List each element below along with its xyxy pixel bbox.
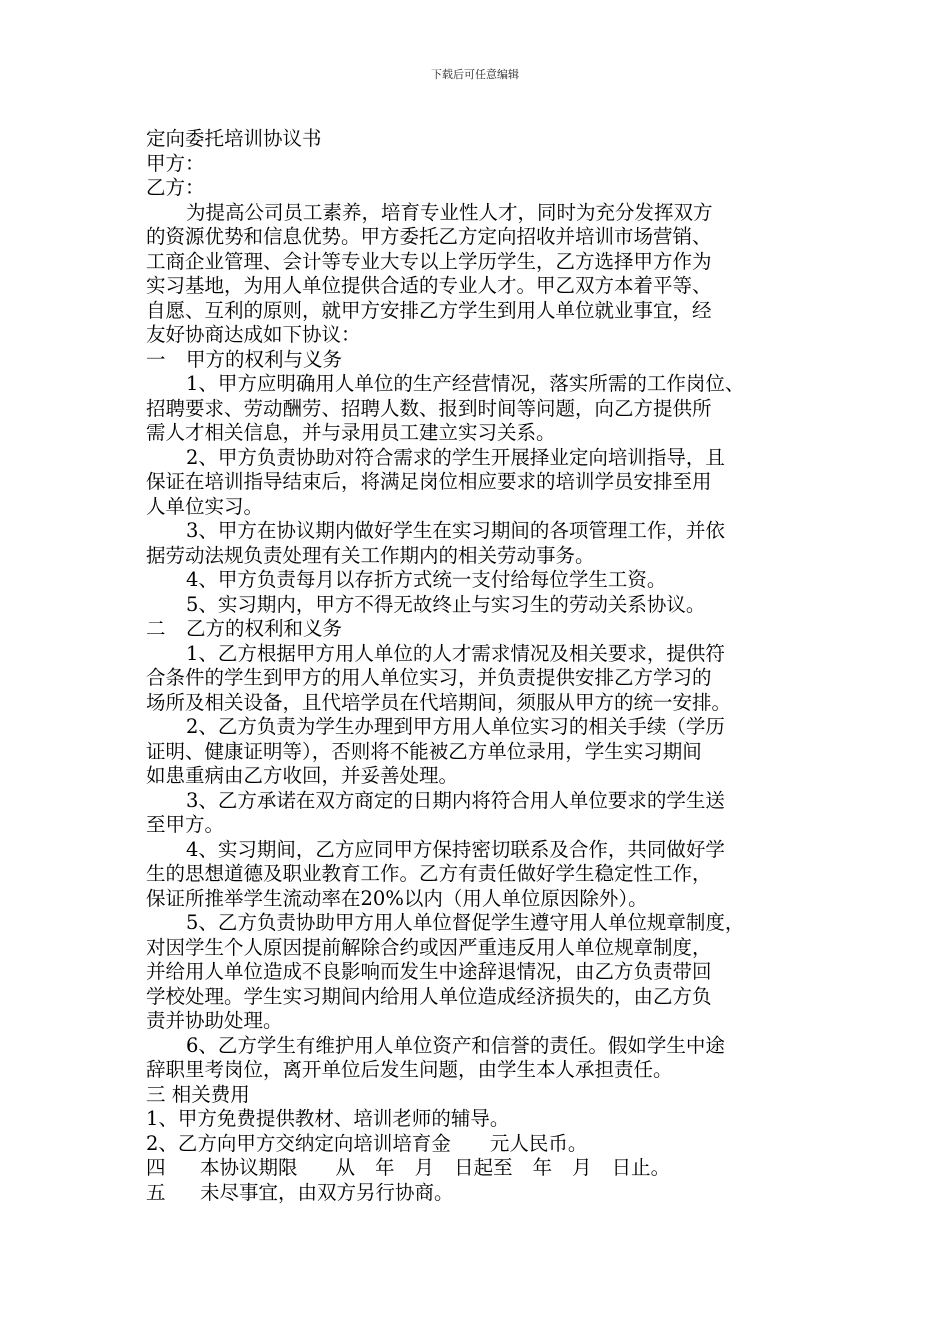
clause-line: 对因学生个人原因提前解除合约或因严重违反用人单位规章制度，	[146, 935, 712, 959]
section2-item	[146, 1034, 822, 1083]
clause-line: 2、乙方负责为学生办理到甲方用人单位实习的相关手续（学历	[186, 715, 725, 738]
section2-item	[146, 715, 822, 789]
clause-line: 至甲方。	[146, 813, 225, 836]
clause-line: 招聘要求、劳动酬劳、招聘人数、报到时间等问题，向乙方提供所	[146, 396, 712, 420]
section2-heading	[146, 617, 822, 642]
term-day-start: 日起至	[454, 1156, 513, 1179]
section4-label: 本协议期限	[200, 1156, 298, 1179]
section1-item	[146, 446, 822, 520]
term-day-end: 日止。	[611, 1156, 671, 1179]
clause-line: 辞职里考岗位，离开单位后发生问题，由学生本人承担责任。	[146, 1058, 673, 1081]
clause-line: 场所及相关设备，且代培学员在代培期间，须服从甲方的统一安排。	[146, 690, 732, 714]
term-month-end: 月	[572, 1156, 592, 1179]
document-body	[146, 127, 822, 1205]
section4-term-line	[146, 1156, 822, 1181]
term-month-start: 月	[414, 1156, 435, 1179]
clause-line: 4、实习期间，乙方应同甲方保持密切联系及合作，共同做好学	[186, 837, 725, 861]
term-year-start: 年	[375, 1156, 395, 1179]
section1-heading	[146, 348, 822, 373]
clause-line: 保证所推举学生流动率在20%以内（用人单位原因除外）。	[146, 886, 648, 910]
intro-line: 工商企业管理、会计等专业大专以上学历学生，乙方选择甲方作为	[146, 249, 712, 273]
section5-text: 未尽事宜，由双方另行协商。	[200, 1180, 454, 1204]
clause-line: 保证在培训指导结束后，将满足岗位相应要求的培训学员安排至用	[146, 470, 712, 493]
clause-line: 2、甲方负责协助对符合需求的学生开展择业定向培训指导，且	[186, 445, 725, 469]
document-title: 定向委托培训协议书	[146, 127, 322, 150]
section5-line	[146, 1181, 822, 1206]
clause-line: 合条件的学生到甲方的用人单位实习，并负责提供安排乙方学习的	[146, 666, 712, 689]
section2-number: 二	[146, 617, 166, 640]
section2-item	[146, 642, 822, 716]
section2-title: 乙方的权利和义务	[186, 617, 343, 640]
section3-item: 2、乙方向甲方交纳定向培训培育金 元人民币。	[146, 1131, 588, 1155]
clause-line: 学校处理。学生实习期间内给用人单位造成经济损失的，由乙方负	[146, 984, 712, 1008]
clause-line: 生的思想道德及职业教育工作。乙方有责任做好学生稳定性工作，	[146, 862, 712, 885]
term-from: 从	[335, 1156, 356, 1179]
clause-line: 5、乙方负责协助甲方用人单位督促学生遵守用人单位规章制度，	[186, 911, 745, 934]
clause-line: 需人才相关信息，并与录用员工建立实习关系。	[146, 421, 556, 444]
section3-item: 1、甲方免费提供教材、培训老师的辅导。	[146, 1107, 510, 1130]
header-note: 下载后可任意编辑	[431, 68, 519, 81]
clause-line: 5、实习期内，甲方不得无故终止与实习生的劳动关系协议。	[186, 592, 706, 616]
section1-item	[146, 519, 822, 568]
clause-line: 并给用人单位造成不良影响而发生中途辞退情况，由乙方负责带回	[146, 960, 712, 983]
section2-item	[146, 789, 822, 838]
clause-line: 人单位实习。	[146, 494, 264, 518]
intro-line: 为提高公司员工素养，培育专业性人才，同时为充分发挥双方	[186, 200, 713, 224]
party-b-label: 乙方：	[146, 176, 205, 199]
section2-item	[146, 838, 822, 912]
section1-item	[146, 593, 822, 618]
intro-paragraph	[146, 201, 822, 348]
clause-line: 6、乙方学生有维护用人单位资产和信誉的责任。假如学生中途	[186, 1033, 725, 1057]
intro-line: 的资源优势和信息优势。甲方委托乙方定向招收并培训市场营销、	[146, 225, 712, 248]
clause-line: 4、甲方负责每月以存折方式统一支付给每位学生工资。	[186, 568, 667, 591]
clause-line: 1、甲方应明确用人单位的生产经营情况，落实所需的工作岗位、	[186, 372, 745, 395]
intro-line: 实习基地，为用人单位提供合适的专业人才。甲乙双方本着平等、	[146, 274, 712, 297]
section1-item	[146, 568, 822, 593]
clause-line: 如患重病由乙方收回，并妥善处理。	[146, 764, 459, 787]
clause-line: 1、乙方根据甲方用人单位的人才需求情况及相关要求，提供符	[186, 641, 725, 665]
clause-line: 3、乙方承诺在双方商定的日期内将符合用人单位要求的学生送	[186, 788, 725, 812]
section1-number: 一	[146, 347, 166, 371]
clause-line: 责并协助处理。	[146, 1009, 283, 1032]
section5-number: 五	[146, 1180, 166, 1204]
section1-title: 甲方的权利与义务	[186, 347, 343, 371]
section4-number: 四	[146, 1156, 166, 1179]
clause-line: 据劳动法规负责处理有关工作期内的相关劳动事务。	[146, 543, 595, 567]
intro-line: 友好协商达成如下协议：	[146, 323, 361, 346]
term-year-end: 年	[532, 1156, 553, 1179]
intro-line: 自愿、互利的原则，就甲方安排乙方学生到用人单位就业事宜，经	[146, 298, 712, 322]
clause-line: 3、甲方在协议期内做好学生在实习期间的各项管理工作，并依	[186, 519, 725, 542]
section1-item	[146, 372, 822, 446]
clause-line: 证明、健康证明等），否则将不能被乙方单位录用，学生实习期间	[146, 739, 702, 763]
section3-heading: 三 相关费用	[146, 1082, 250, 1106]
party-a-label: 甲方：	[146, 151, 205, 175]
section2-item	[146, 911, 822, 1034]
